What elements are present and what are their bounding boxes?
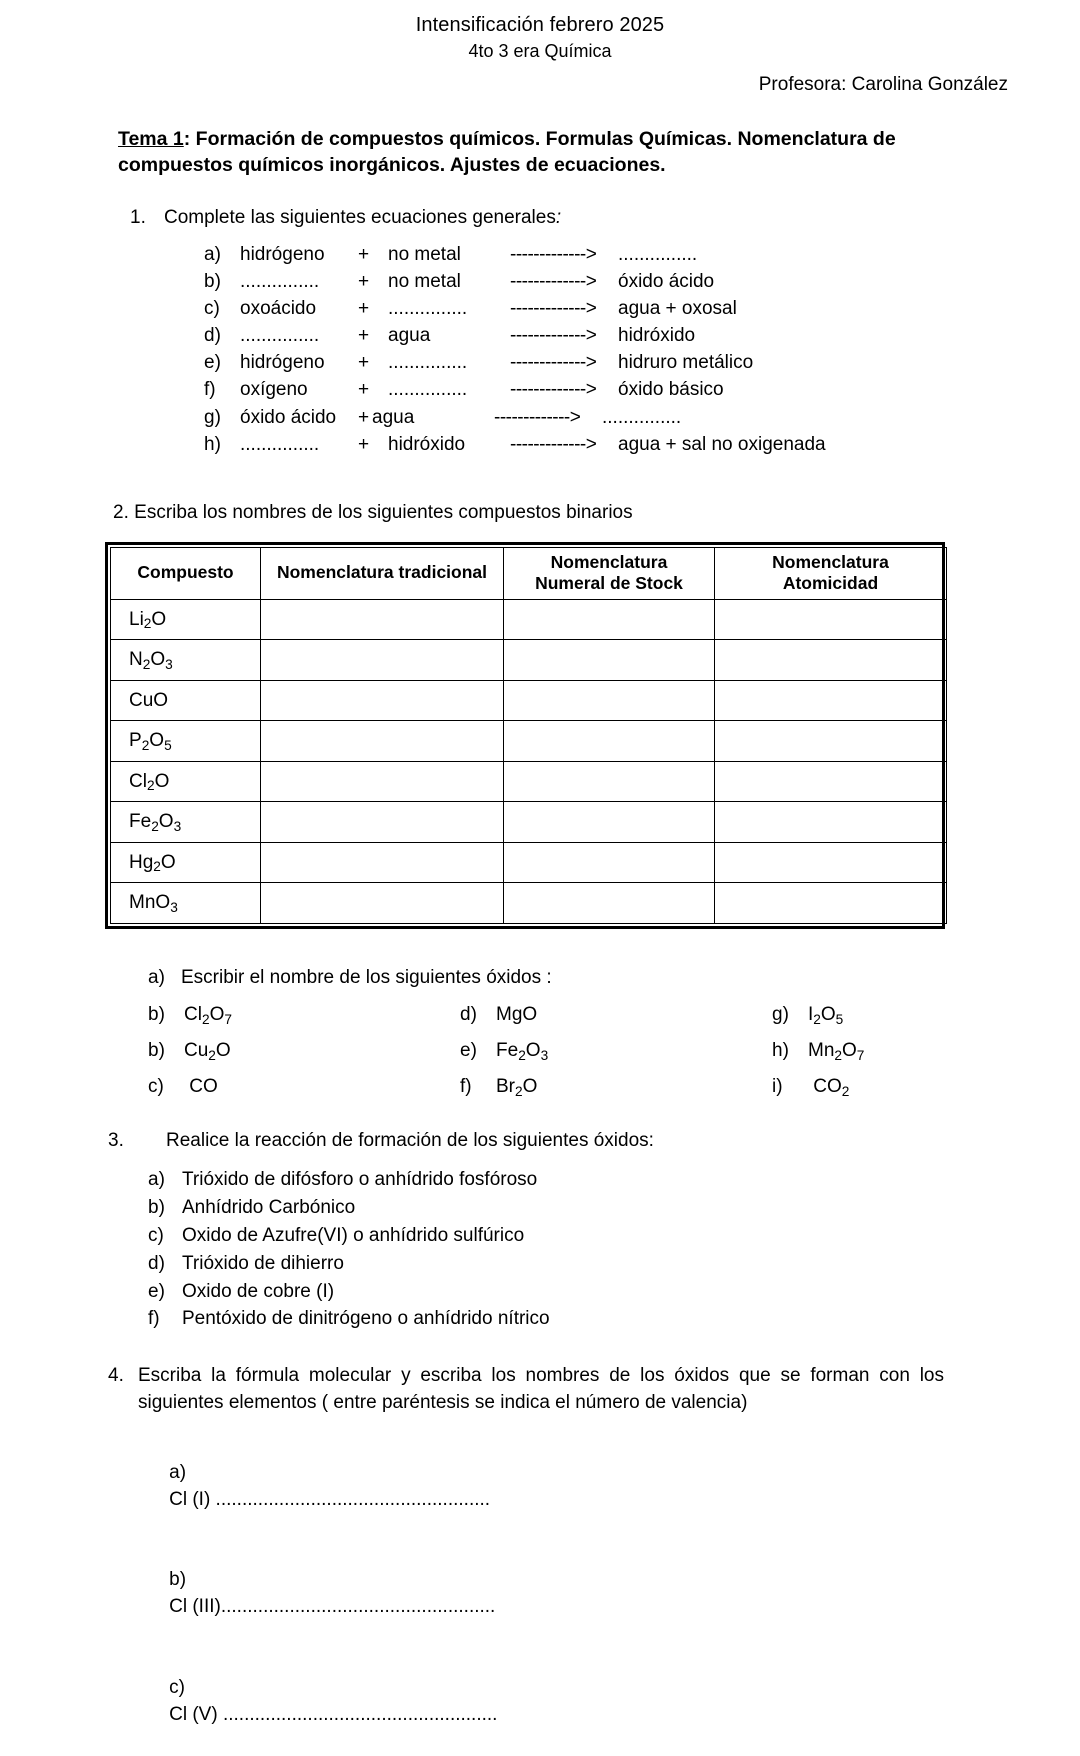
- table-header-row: [111, 547, 947, 599]
- item-text: Cl (III)....................................................: [169, 1596, 496, 1618]
- table-row: [111, 680, 947, 721]
- header-title-line2: 4to 3 era Química: [468, 41, 612, 61]
- equation-arrow: ------------->: [494, 406, 581, 428]
- equation-left: hidrógeno: [240, 352, 325, 374]
- column-header-line: Nomenclatura: [550, 551, 668, 572]
- exercise3-list: [148, 1166, 1080, 1334]
- equation-middle: hidróxido: [388, 433, 466, 455]
- cell-stock[interactable]: [504, 842, 715, 883]
- oxides-intro: [148, 967, 1080, 989]
- cell-tradicional[interactable]: [261, 680, 504, 721]
- cell-formula: $Hg_2O$: [111, 842, 261, 883]
- oxide-label: i): [772, 1075, 783, 1097]
- table-row: [111, 761, 947, 802]
- oxides-intro-label: a): [148, 966, 165, 988]
- cell-tradicional[interactable]: [261, 640, 504, 681]
- document-header: [0, 0, 1080, 96]
- equation-label: b): [204, 270, 221, 292]
- exercise1-prompt: Complete las siguientes ecuaciones generales: [164, 206, 556, 228]
- exercise2-prompt: Escriba los nombres de los siguientes compuestos binarios: [134, 501, 633, 523]
- cell-stock[interactable]: [504, 761, 715, 802]
- item-label: d): [148, 1252, 165, 1274]
- equation-plus: +: [358, 325, 370, 347]
- cell-tradicional[interactable]: [261, 599, 504, 640]
- equation-row: [204, 431, 1080, 458]
- item-text: Anhídrido Carbónico: [182, 1196, 356, 1218]
- topic-title: [118, 126, 954, 179]
- equation-middle: no metal: [388, 270, 461, 292]
- cell-formula: $P_2O_5$: [111, 721, 261, 762]
- oxide-item: [460, 1075, 772, 1099]
- oxide-label: e): [460, 1039, 477, 1061]
- equation-arrow: ------------->: [510, 243, 597, 265]
- header-professor: Profesora: Carolina González: [758, 74, 1008, 95]
- oxide-item: [460, 1039, 772, 1063]
- equation-middle: ...............: [388, 379, 468, 401]
- equation-plus: +: [358, 379, 370, 401]
- equation-left: oxígeno: [240, 379, 308, 401]
- equation-middle: ...............: [388, 297, 468, 319]
- exercise1-prompt-tail: :: [555, 206, 562, 228]
- cell-atomicidad[interactable]: [715, 883, 947, 924]
- equation-plus: +: [358, 270, 370, 292]
- item-label: c): [148, 1224, 164, 1246]
- oxide-formula: $CO_2$: [808, 1075, 850, 1099]
- equation-arrow: ------------->: [510, 379, 597, 401]
- equation-left: ...............: [240, 325, 320, 347]
- column-header-tradicional: [261, 547, 504, 599]
- topic-text: Formación de compuestos químicos. Formulas Químicas. Nomenclatura de compuestos químicos inorgánicos. Ajustes de ecuaciones.: [118, 128, 896, 177]
- compounds-table-wrapper: [105, 542, 945, 929]
- equation-middle: no metal: [388, 243, 461, 265]
- equation-right: óxido ácido: [618, 270, 715, 292]
- exercise4-number: 4.: [108, 1365, 124, 1387]
- equation-middle: agua: [388, 325, 431, 347]
- oxide-item: [460, 1005, 772, 1024]
- equation-arrow: ------------->: [510, 270, 597, 292]
- item-label: a): [148, 1168, 165, 1190]
- item-label: a): [169, 1461, 187, 1483]
- equation-label: e): [204, 352, 221, 374]
- oxides-grid: [148, 1003, 1080, 1099]
- cell-atomicidad[interactable]: [715, 802, 947, 843]
- column-header-line: Nomenclatura tradicional: [276, 562, 488, 583]
- header-title-line1: Intensificación febrero 2025: [415, 14, 665, 36]
- topic-label: Tema 1: [118, 128, 184, 150]
- cell-stock[interactable]: [504, 721, 715, 762]
- cell-atomicidad[interactable]: [715, 842, 947, 883]
- equation-middle: ...............: [388, 352, 468, 374]
- equation-label: f): [204, 379, 216, 401]
- item-text: Pentóxido de dinitrógeno o anhídrido nítrico: [182, 1308, 550, 1330]
- equation-arrow: ------------->: [510, 433, 597, 455]
- equation-arrow: ------------->: [510, 352, 597, 374]
- equation-arrow: ------------->: [510, 325, 597, 347]
- exercise3-prompt: Realice la reacción de formación de los siguientes óxidos:: [166, 1129, 654, 1151]
- equation-label: c): [204, 297, 220, 319]
- list-item: [148, 1166, 1080, 1194]
- table-row: [111, 721, 947, 762]
- list-item: [148, 1222, 1080, 1250]
- column-header-line: Compuesto: [137, 562, 234, 583]
- equation-right: hidruro metálico: [618, 352, 754, 374]
- oxide-label: g): [772, 1003, 789, 1025]
- topic-colon: :: [183, 128, 191, 150]
- item-text: Trióxido de difósforo o anhídrido fosfóroso: [182, 1168, 538, 1190]
- oxide-item: [772, 1075, 850, 1099]
- fill-in-line[interactable]: [148, 1433, 1080, 1541]
- exercise1-equation-list: [204, 241, 1080, 458]
- oxides-row: [148, 1039, 1080, 1063]
- equation-row: [204, 241, 1080, 268]
- equation-left: óxido ácido: [240, 406, 337, 428]
- oxide-label: c): [148, 1075, 164, 1097]
- oxide-item: [148, 1039, 460, 1063]
- cell-atomicidad[interactable]: [715, 721, 947, 762]
- exercise4-prompt: Escriba la fórmula molecular y escriba los nombres de los óxidos que se forman con los siguientes elementos ( entre paréntesis se indica el número de valencia): [138, 1365, 944, 1413]
- oxide-item: [772, 1039, 865, 1063]
- equation-right: óxido básico: [618, 379, 724, 401]
- exercise3-heading: [108, 1130, 1080, 1152]
- oxides-row: [148, 1075, 1080, 1099]
- fill-in-line[interactable]: [148, 1648, 1080, 1756]
- column-header-atomicidad: [715, 547, 947, 599]
- equation-label: a): [204, 243, 221, 265]
- oxide-label: b): [148, 1039, 165, 1061]
- exercise2-heading: [113, 502, 1080, 524]
- equation-row: [204, 404, 1080, 431]
- equation-right: hidróxido: [618, 325, 696, 347]
- equation-right: ...............: [618, 243, 698, 265]
- cell-stock[interactable]: [504, 640, 715, 681]
- oxide-formula: $I_2O_5$: [808, 1003, 844, 1027]
- cell-formula: $Cl_2O$: [111, 761, 261, 802]
- list-item: [148, 1305, 1080, 1333]
- equation-plus: +: [358, 297, 370, 319]
- item-label: b): [148, 1196, 165, 1218]
- cell-tradicional[interactable]: [261, 761, 504, 802]
- oxides-row: [148, 1003, 1080, 1027]
- list-item: [148, 1278, 1080, 1306]
- equation-left: ...............: [240, 433, 320, 455]
- equation-left: ...............: [240, 270, 320, 292]
- cell-formula: $Li_2O$: [111, 599, 261, 640]
- item-label: c): [169, 1677, 185, 1699]
- equation-right: agua + oxosal: [618, 297, 737, 319]
- equation-row: [204, 268, 1080, 295]
- equation-right: agua + sal no oxigenada: [618, 433, 826, 455]
- oxide-item: [772, 1003, 844, 1027]
- fill-in-line[interactable]: [148, 1540, 1080, 1648]
- cell-tradicional[interactable]: [261, 802, 504, 843]
- oxide-formula: CO: [184, 1075, 218, 1097]
- equation-row: [204, 376, 1080, 403]
- exercise4-list: [148, 1433, 1080, 1756]
- equation-label: h): [204, 433, 221, 455]
- cell-atomicidad[interactable]: [715, 599, 947, 640]
- item-text: Oxido de cobre (I): [182, 1280, 335, 1302]
- oxide-formula: $Cl_2O_7$: [184, 1003, 232, 1027]
- column-header-stock: [504, 547, 715, 599]
- cell-formula: $Fe_2O_3$: [111, 802, 261, 843]
- oxides-intro-text: Escribir el nombre de los siguientes óxidos :: [181, 966, 552, 988]
- oxide-label: d): [460, 1003, 477, 1025]
- oxide-item: [148, 1077, 460, 1096]
- column-header-line: Nomenclatura: [772, 551, 889, 572]
- exercise1-heading: [130, 207, 1080, 229]
- exercise2-number: 2.: [113, 501, 129, 523]
- equation-plus: +: [358, 406, 370, 428]
- oxide-label: h): [772, 1039, 789, 1061]
- column-header-line: Numeral de Stock: [535, 573, 683, 594]
- table-row: [111, 802, 947, 843]
- equation-plus: +: [358, 352, 370, 374]
- cell-atomicidad[interactable]: [715, 761, 947, 802]
- cell-formula: MnO$_3$: [111, 883, 261, 924]
- item-text: Trióxido de dihierro: [182, 1252, 344, 1274]
- oxide-formula: MgO: [496, 1003, 538, 1025]
- exercise3-number: 3.: [108, 1129, 124, 1151]
- item-label: b): [169, 1569, 187, 1591]
- oxide-formula: $Mn_2O_7$: [808, 1039, 865, 1063]
- equation-left: oxoácido: [240, 297, 317, 319]
- table-row: [111, 883, 947, 924]
- compounds-table-body: [111, 599, 947, 923]
- column-header-line: Atomicidad: [782, 573, 879, 594]
- equation-label: g): [204, 406, 221, 428]
- list-item: [148, 1250, 1080, 1278]
- cell-atomicidad[interactable]: [715, 640, 947, 681]
- oxide-formula: $Br_2O$: [496, 1075, 538, 1099]
- exercise1-number: 1.: [130, 206, 146, 228]
- table-row: [111, 842, 947, 883]
- equation-middle: agua: [372, 406, 415, 428]
- equation-row: [204, 349, 1080, 376]
- cell-tradicional[interactable]: [261, 842, 504, 883]
- cell-atomicidad[interactable]: [715, 680, 947, 721]
- item-label: f): [148, 1308, 160, 1330]
- item-text: Cl (I) ....................................................: [169, 1488, 491, 1510]
- oxide-label: f): [460, 1075, 472, 1097]
- exercise4-heading: [108, 1363, 944, 1416]
- oxide-label: b): [148, 1003, 165, 1025]
- oxide-formula: $Cu_2O$: [184, 1039, 231, 1063]
- table-row: [111, 640, 947, 681]
- equation-left: hidrógeno: [240, 243, 325, 265]
- equation-plus: +: [358, 433, 370, 455]
- cell-tradicional[interactable]: [261, 721, 504, 762]
- compounds-table: [110, 547, 947, 924]
- cell-tradicional[interactable]: [261, 883, 504, 924]
- equation-arrow: ------------->: [510, 297, 597, 319]
- cell-stock[interactable]: [504, 680, 715, 721]
- equation-right: ...............: [602, 406, 682, 428]
- cell-formula: $N_2O_3$: [111, 640, 261, 681]
- list-item: [148, 1194, 1080, 1222]
- equation-label: d): [204, 325, 221, 347]
- oxide-formula: $Fe_2O_3$: [496, 1039, 549, 1063]
- equation-row: [204, 295, 1080, 322]
- cell-stock[interactable]: [504, 599, 715, 640]
- item-label: e): [148, 1280, 165, 1302]
- cell-stock[interactable]: [504, 883, 715, 924]
- equation-plus: +: [358, 243, 370, 265]
- cell-stock[interactable]: [504, 802, 715, 843]
- column-header-compuesto: [111, 547, 261, 599]
- item-text: Cl (V) ....................................................: [169, 1704, 498, 1726]
- table-row: [111, 599, 947, 640]
- equation-row: [204, 322, 1080, 349]
- cell-formula: CuO: [111, 680, 261, 721]
- item-text: Oxido de Azufre(VI) o anhídrido sulfúrico: [182, 1224, 525, 1246]
- oxide-item: [148, 1003, 460, 1027]
